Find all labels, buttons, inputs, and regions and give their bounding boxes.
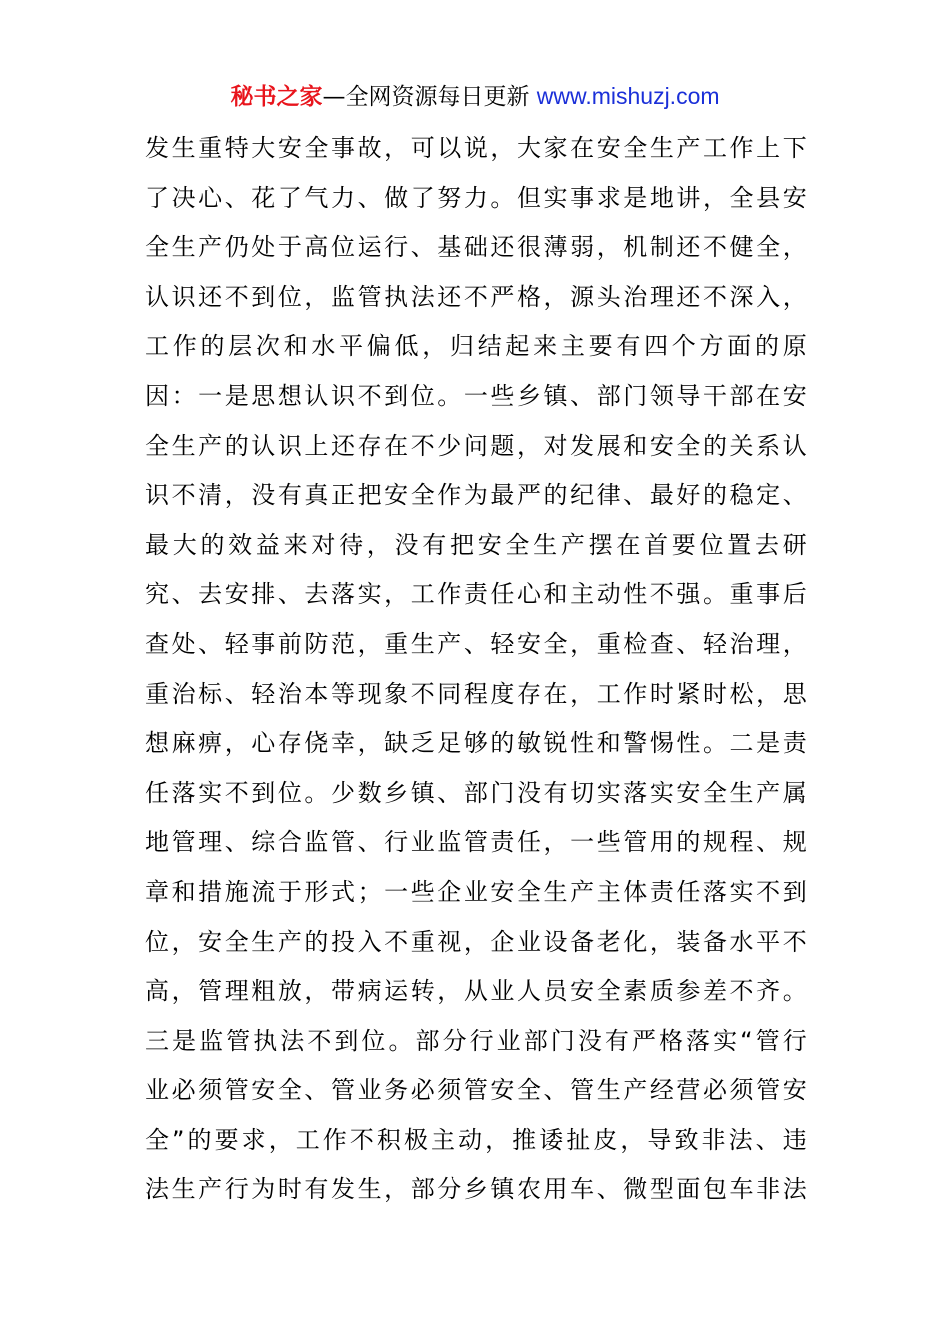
- text-line: 认识还不到位，监管执法还不严格，源头治理还不深入，: [145, 282, 807, 311]
- site-brand: 秘书之家: [230, 84, 323, 110]
- text-line: 查处、轻事前防范，重生产、轻安全，重检查、轻治理，: [145, 629, 807, 658]
- text-line: 工作的层次和水平偏低，归结起来主要有四个方面的原: [145, 332, 807, 361]
- text-line: 全”的要求，工作不积极主动，推诿扯皮，导致非法、违: [145, 1125, 807, 1154]
- page-header: [0, 80, 950, 113]
- text-line: 发生重特大安全事故，可以说，大家在安全生产工作上下: [145, 134, 807, 162]
- site-slogan: —全网资源每日更新: [322, 84, 530, 110]
- text-line: 全生产的认识上还存在不少问题，对发展和安全的关系认: [145, 431, 807, 460]
- text-line: 最大的效益来对待，没有把安全生产摆在首要位置去研: [145, 530, 807, 559]
- text-line: 法生产行为时有发生，部分乡镇农用车、微型面包车非法: [145, 1175, 807, 1204]
- text-line: 章和措施流于形式；一些企业安全生产主体责任落实不到: [145, 877, 807, 906]
- text-line: 识不清，没有真正把安全作为最严的纪律、最好的稳定、: [145, 481, 807, 510]
- site-url-link[interactable]: www.mishuzj.com: [536, 83, 720, 109]
- text-line: 位，安全生产的投入不重视，企业设备老化，装备水平不: [145, 927, 807, 956]
- text-line: 任落实不到位。少数乡镇、部门没有切实落实安全生产属: [145, 778, 807, 807]
- text-line: 究、去安排、去落实，工作责任心和主动性不强。重事后: [145, 580, 807, 609]
- text-line: 高，管理粗放，带病运转，从业人员安全素质参差不齐。: [145, 977, 807, 1006]
- text-line: 想麻痹，心存侥幸，缺乏足够的敏锐性和警惕性。二是责: [145, 729, 807, 758]
- text-line: 了决心、花了气力、做了努力。但实事求是地讲，全县安: [145, 183, 807, 212]
- text-line: 重治标、轻治本等现象不同程度存在，工作时紧时松，思: [145, 679, 807, 708]
- text-line: 地管理、综合监管、行业监管责任，一些管用的规程、规: [145, 828, 807, 857]
- text-line: 业必须管安全、管业务必须管安全、管生产经营必须管安: [145, 1076, 807, 1105]
- body-paragraph: [145, 124, 807, 1215]
- text-line: 三是监管执法不到位。部分行业部门没有严格落实“管行: [145, 1026, 807, 1055]
- text-line: 因：一是思想认识不到位。一些乡镇、部门领导干部在安: [145, 381, 807, 410]
- text-line: 全生产仍处于高位运行、基础还很薄弱，机制还不健全，: [145, 233, 807, 262]
